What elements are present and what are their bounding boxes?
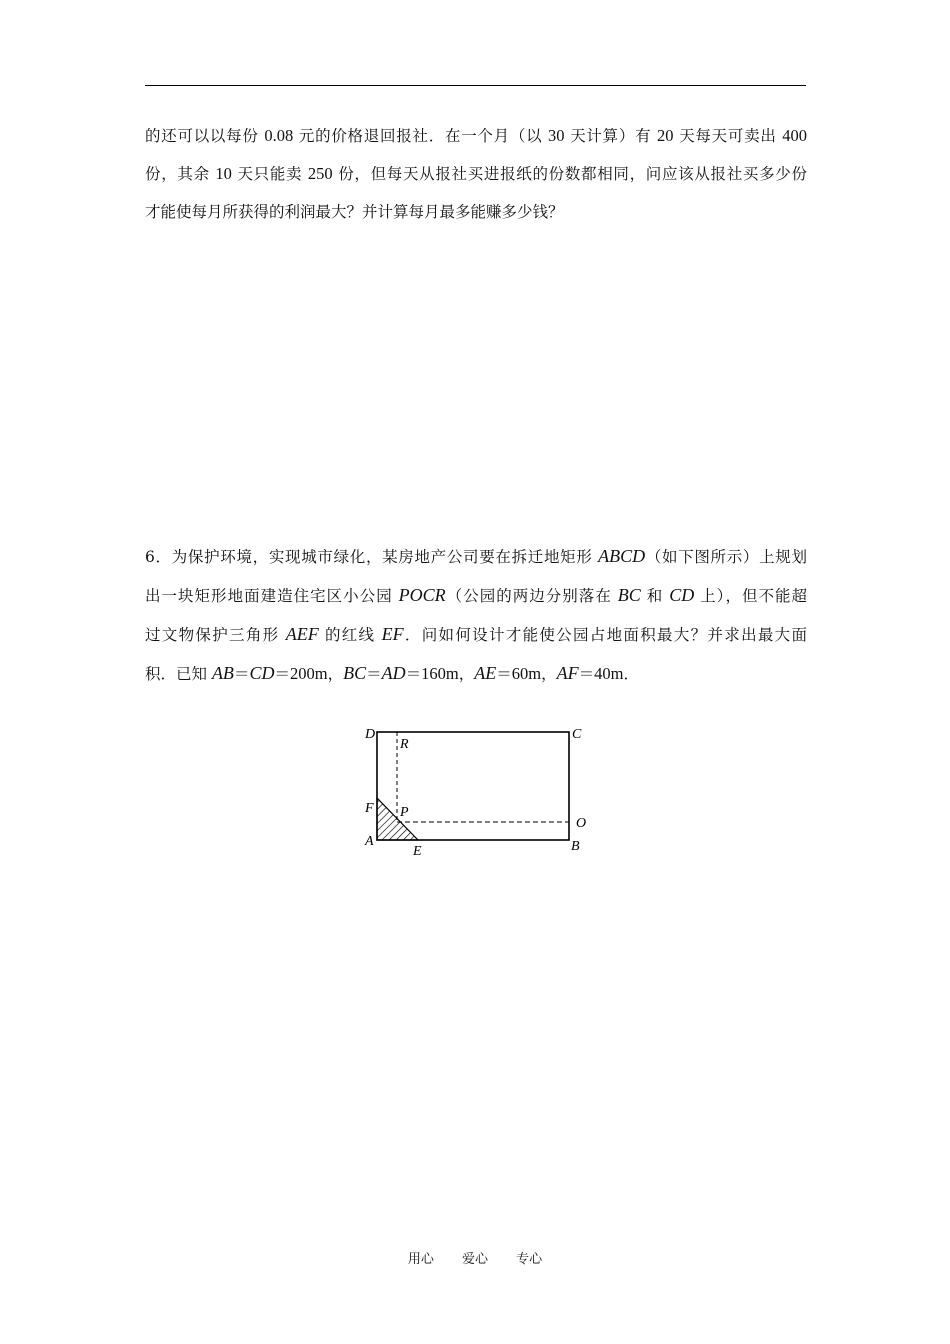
footer-item: 专心 xyxy=(516,1252,543,1267)
problem-6-line-2: 出一块矩形地面建造住宅区小公园 POCR（公园的两边分别落在 BC 和 CD 上），但不能超 xyxy=(145,585,807,605)
problem-5-text xyxy=(145,117,807,231)
footer-item: 爱心 xyxy=(461,1252,488,1267)
park-diagram xyxy=(355,718,595,860)
page-footer xyxy=(0,1248,950,1267)
problem-6-text xyxy=(145,537,807,693)
label-o: O xyxy=(576,816,587,831)
label-f: F xyxy=(365,801,374,816)
label-a: A xyxy=(365,834,374,849)
problem-5-line-1: 的还可以以每份 0.08 元的价格退回报社．在一个月（以 30 天计算）有 20 天每天可卖出 400 xyxy=(145,126,808,145)
problem-5-line-2: 份，其余 10 天只能卖 250 份，但每天从报社买进报纸的份数都相同，问应该从报社买多少份 xyxy=(145,164,807,183)
label-r: R xyxy=(400,737,409,752)
header-rule xyxy=(145,85,806,86)
label-p: P xyxy=(400,805,409,820)
footer-item: 用心 xyxy=(407,1252,434,1267)
label-d: D xyxy=(365,727,376,742)
label-e: E xyxy=(413,844,422,859)
problem-6-line-4: 积．已知 AB＝CD＝200m，BC＝AD＝160m，AE＝60m，AF＝40m． xyxy=(145,663,639,683)
problem-5-line-3: 才能使每月所获得的利润最大？并计算每月最多能赚多少钱？ xyxy=(145,203,564,221)
problem-6-line-3: 过文物保护三角形 AEF 的红线 EF．问如何设计才能使公园占地面积最大？并求出最大面 xyxy=(145,624,807,644)
label-c: C xyxy=(572,727,582,742)
problem-6-line-1: 6．为保护环境，实现城市绿化，某房地产公司要在拆迁地矩形 ABCD（如下图所示）上规划 xyxy=(145,546,807,566)
label-b: B xyxy=(571,839,580,854)
